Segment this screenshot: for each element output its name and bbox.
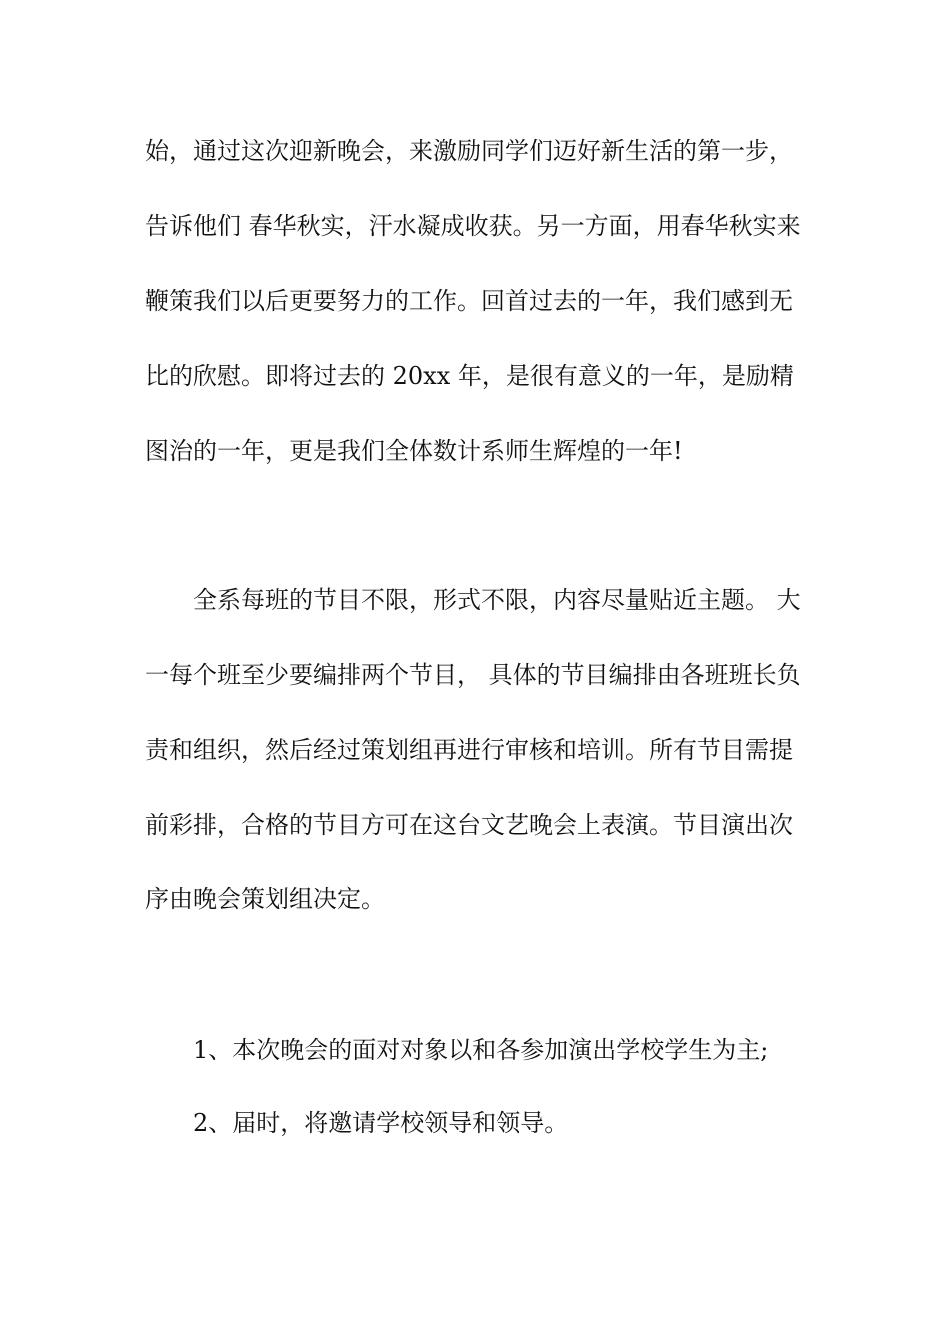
list-item: 2、届时，将邀请学校领导和领导。	[193, 1109, 569, 1137]
paragraph-line: 全系每班的节目不限，形式不限，内容尽量贴近主题。 大	[193, 586, 801, 614]
paragraph-line: 前彩排，合格的节目方可在这台文艺晚会上表演。节目演出次	[145, 811, 793, 839]
paragraph-line: 一每个班至少要编排两个节目， 具体的节目编排由各班班长负	[145, 661, 801, 689]
paragraph-line: 图治的一年，更是我们全体数计系师生辉煌的一年!	[145, 437, 683, 465]
paragraph-line: 始，通过这次迎新晚会，来激励同学们迈好新生活的第一步，	[145, 137, 793, 165]
paragraph-line: 鞭策我们以后更要努力的工作。回首过去的一年，我们感到无	[145, 287, 793, 315]
paragraph-line: 责和组织，然后经过策划组再进行审核和培训。所有节目需提	[145, 736, 793, 764]
list-item: 1、本次晚会的面对对象以和各参加演出学校学生为主;	[193, 1036, 769, 1064]
paragraph-line: 告诉他们 春华秋实，汗水凝成收获。另一方面，用春华秋实来	[145, 212, 801, 240]
paragraph-line: 序由晚会策划组决定。	[145, 885, 385, 913]
paragraph-line: 比的欣慰。即将过去的 20xx 年，是很有意义的一年，是励精	[145, 362, 794, 390]
